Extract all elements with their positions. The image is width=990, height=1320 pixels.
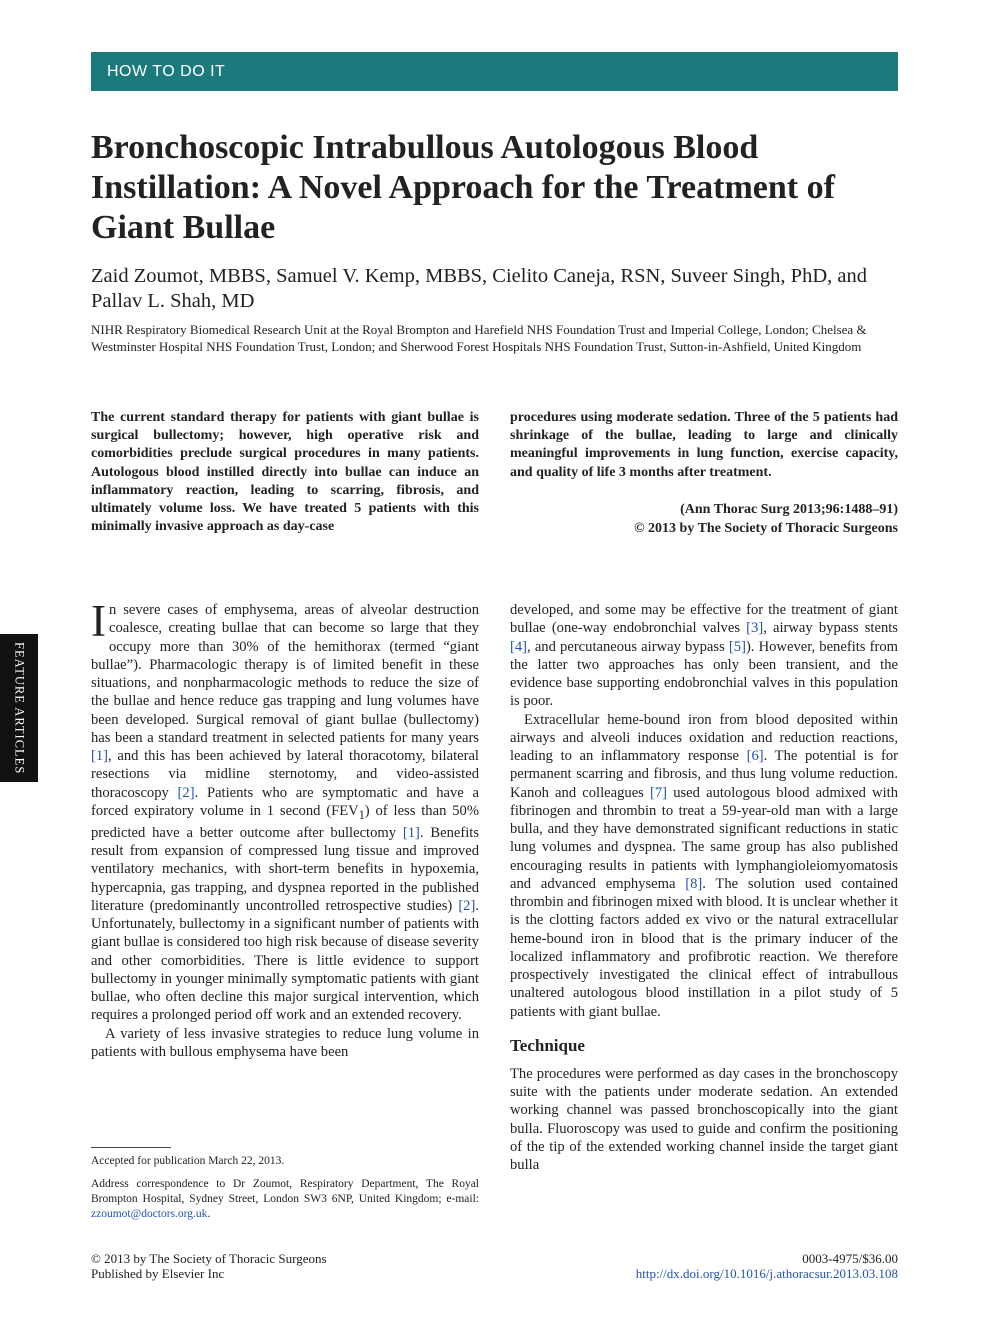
- abstract-left: The current standard therapy for patients with giant bullae is surgical bullectomy; however, high operative risk and comorbidities preclude surgical procedures in many patients. Autologous blood instilled directly into bullae can induce an inflammatory reaction, leading to scarring, fibrosis, and ultimately volume loss. We have treated 5 patients with this minimally invasive approach as day-case: [91, 410, 479, 535]
- footer-left: [91, 1251, 491, 1281]
- footer-publisher: Published by Elsevier Inc: [91, 1266, 225, 1281]
- reference-link[interactable]: [2]: [458, 897, 476, 914]
- accepted-date: Accepted for publication March 22, 2013.: [91, 1155, 285, 1167]
- body-paragraph: developed, and some may be effective for the treatment of giant bullae (one-way endobronchial valves [3], airway bypass stents [4], and percutaneous airway bypass [5]). However, benefits from the latter two approaches has only been transient, and the evidence base supporting endobronchial valves in this population is poor.: [510, 602, 898, 710]
- reference-link[interactable]: [5]: [728, 638, 746, 655]
- citation-block: [510, 500, 898, 538]
- side-tab: [0, 634, 38, 782]
- email-link[interactable]: zzoumot@doctors.org.uk: [91, 1208, 208, 1220]
- journal-citation: (Ann Thorac Surg 2013;96:1488–91): [680, 502, 898, 517]
- reference-link[interactable]: [4]: [510, 638, 528, 655]
- side-tab-label: FEATURE ARTICLES: [12, 641, 27, 775]
- body-column-right: [510, 601, 898, 1174]
- body-paragraph: The procedures were performed as day cases in the bronchoscopy suite with the patients under moderate sedation. An extended working channel was passed bronchoscopically into the giant bulla. Fluoroscopy was used to guide and confirm the positioning of the tip of the extended working channel inside the target giant bulla: [510, 1065, 898, 1173]
- abstract-copyright: © 2013 by The Society of Thoracic Surgeons: [634, 521, 898, 536]
- body-column-left: [91, 596, 480, 1061]
- reference-link[interactable]: [1]: [91, 748, 109, 764]
- section-banner: [91, 52, 898, 91]
- reference-link[interactable]: [1]: [402, 824, 420, 841]
- section-heading-technique: Technique: [510, 1035, 585, 1055]
- reference-link[interactable]: [8]: [685, 875, 703, 892]
- correspondence-address: Address correspondence to Dr Zoumot, Respiratory Department, The Royal Brompton Hospital, Sydney Street, London SW3 6NP, United Kingdom; e-mail: zzoumot@doctors.org.uk.: [91, 1178, 479, 1220]
- section-label: HOW TO DO IT: [107, 62, 226, 80]
- intro-paragraph: In severe cases of emphysema, areas of alveolar destruction coalesce, creating bullae that can become so large that they occupy more than 30% of the hemithorax (termed “giant bullae”). Pharmacologic therapy is of limited benefit in these situations, and nonpharmacologic methods to reduce the size of the bullae and hence reduce gas trapping and lung volumes have been developed. Surgical removal of giant bullae (bullectomy) has been a standard treatment in selected patients for many years [1], and this has been achieved by lateral thoracotomy, bilateral resections via midline sternotomy, and video-assisted thoracoscopy [2]. Patients who are symptomatic and have a forced expiratory volume in 1 second $(FEV_1)$ of less than 50% predicted have a better outcome after bullectomy [1]. Benefits result from expansion of compressed lung tissue and improved ventilatory mechanics, with short-term benefits in hypoxemia, hypercapnia, gas trapping, and dyspnea reported in the published literature (predominantly uncontrolled retrospective studies) [2]. Unfortunately, bullectomy in a significant number of patients with giant bullae is considered too high risk because of disease severity and other comorbidities. There is little evidence to support bullectomy in younger minimally symptomatic patients with giant bullae, who often decline this major surgical intervention, which requires a prolonged period off work and an extended recovery.: [91, 596, 480, 1024]
- doi-link[interactable]: http://dx.doi.org/10.1016/j.athoracsur.2013.03.108: [635, 1266, 898, 1281]
- article-authors: Zaid Zoumot, MBBS, Samuel V. Kemp, MBBS, Cielito Caneja, RSN, Suveer Singh, PhD, and Pallav L. Shah, MD: [91, 265, 867, 312]
- article-title: Bronchoscopic Intrabullous Autologous Blood Instillation: A Novel Approach for the Treatment of Giant Bullae: [91, 129, 835, 246]
- drop-cap: I: [91, 596, 106, 646]
- reference-link[interactable]: [7]: [650, 784, 668, 801]
- footer-copyright: © 2013 by The Society of Thoracic Surgeons: [91, 1251, 327, 1266]
- body-paragraph: A variety of less invasive strategies to reduce lung volume in patients with bullous emphysema have been: [91, 1025, 479, 1060]
- footer-right: [500, 1251, 898, 1281]
- footer-issn: 0003-4975/$36.00: [802, 1251, 898, 1266]
- footnote-divider: [91, 1147, 171, 1148]
- reference-link[interactable]: [2]: [177, 784, 195, 801]
- reference-link[interactable]: [6]: [746, 748, 764, 764]
- abstract-right: procedures using moderate sedation. Three of the 5 patients had shrinkage of the bullae, leading to large and clinically meaningful improvements in lung function, exercise capacity, and quality of life 3 months after treatment.: [510, 410, 898, 480]
- article-affiliation: NIHR Respiratory Biomedical Research Unit at the Royal Brompton and Harefield NHS Foundation Trust and Imperial College, London; Chelsea & Westminster Hospital NHS Foundation Trust, London; and Sherwood Forest Hospitals NHS Foundation Trust, Sutton-in-Ashfield, United Kingdom: [91, 322, 867, 354]
- reference-link[interactable]: [3]: [746, 620, 764, 637]
- body-paragraph: Extracellular heme-bound iron from blood deposited within airways and alveoli induces oxidation and reduction reactions, leading to an inflammatory response [6]. The potential is for permanent scarring and fibrosis, and thus lung volume reduction. Kanoh and colleagues [7] used autologous blood admixed with fibrinogen and thrombin to treat a 59-year-old man with a large bulla, and they have demonstrated significant reductions in static lung volumes and dyspnea. The same group has also published encouraging results in patients with lymphangioleiomyomatosis and advanced emphysema [8]. The solution used contained thrombin and fibrinogen mixed with blood. It is unclear whether it is the clotting factors added ex vivo or the natural extracellular heme-bound iron in blood that is the primary inducer of the localized inflammatory and profibrotic reaction. We therefore prospectively investigated the clinical effect of intrabullous unaltered autologous blood instillation in a pilot study of 5 patients with giant bullae.: [510, 711, 899, 1020]
- footnotes: [91, 1154, 479, 1230]
